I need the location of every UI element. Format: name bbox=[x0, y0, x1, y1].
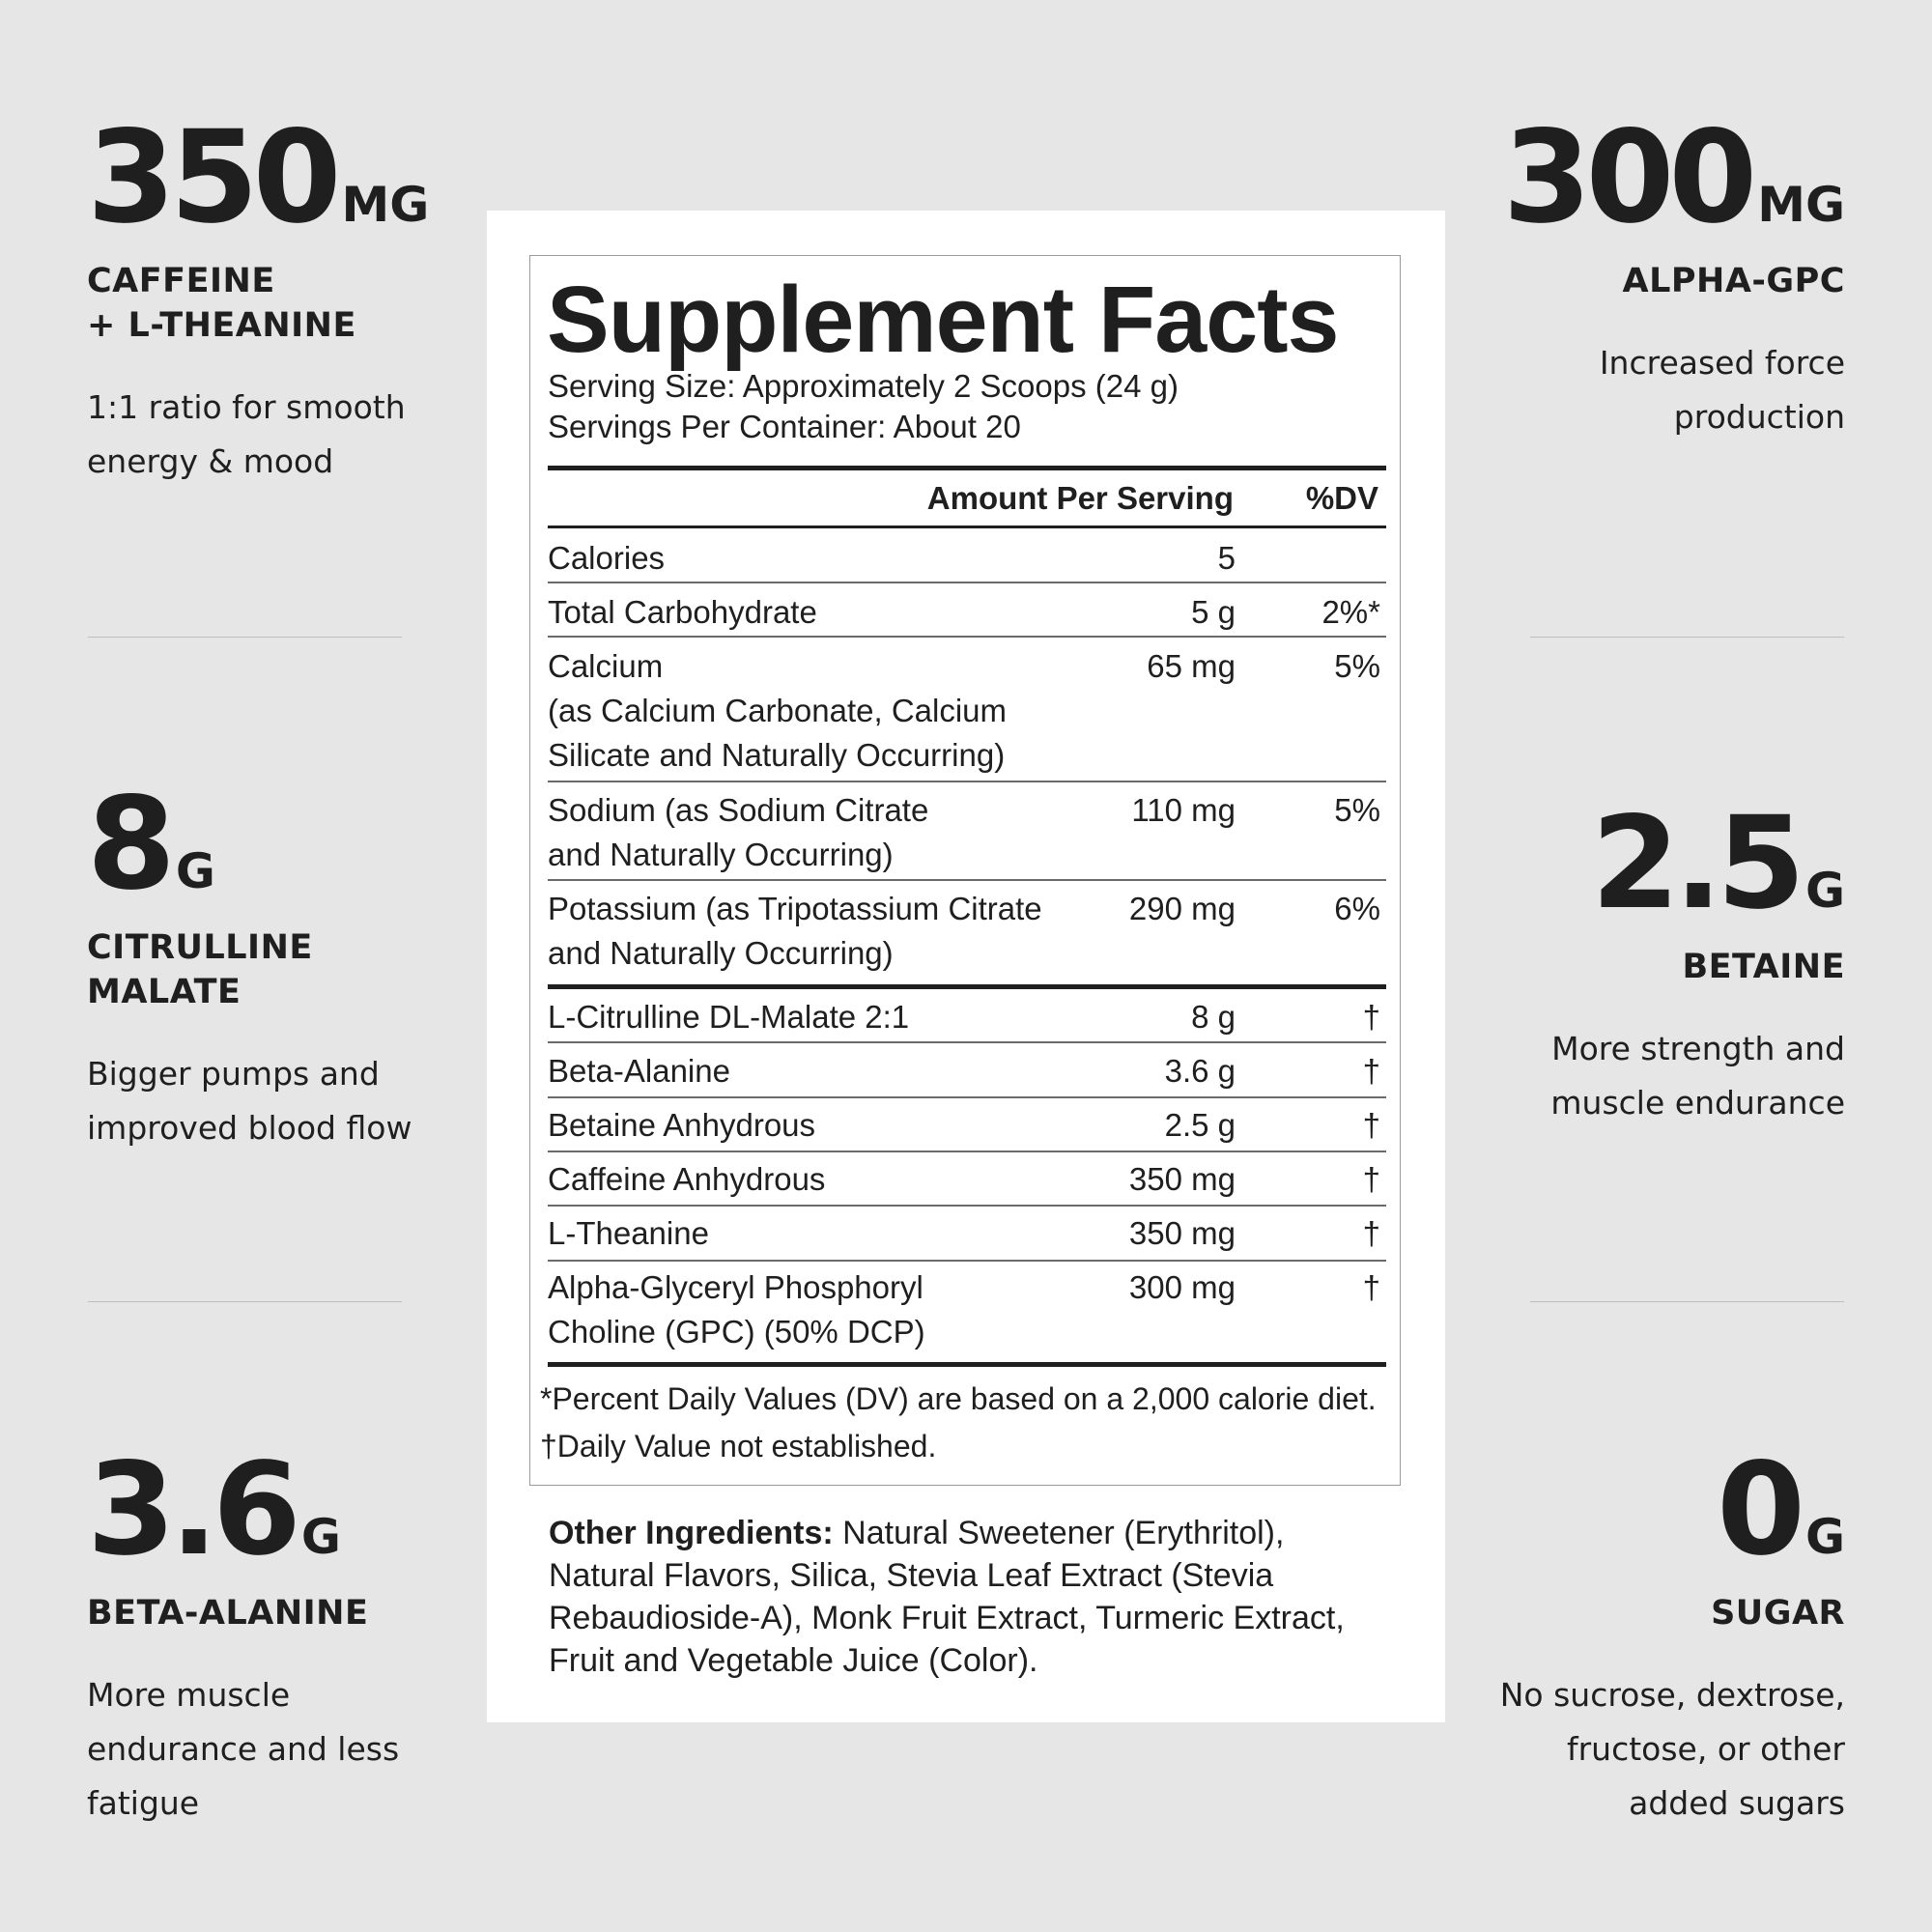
ingredient-name: Caffeine Anhydrous bbox=[548, 1161, 826, 1197]
other-ingredients-text: Natural Sweetener (Erythritol), Natural Flavors, Silica, Stevia Leaf Extract (Stevia Rebaudioside-A), Monk Fruit Extract, Turmeric Extract, Fruit and Vegetable Juice (Color). bbox=[549, 1515, 1345, 1679]
stat-name: BETAINE bbox=[1682, 948, 1845, 986]
header-rule bbox=[548, 526, 1386, 528]
stat-value: 0 G bbox=[1717, 1435, 1845, 1584]
ingredient-name: L-Theanine bbox=[548, 1215, 709, 1251]
stat-value: 350 MG bbox=[87, 103, 430, 252]
nutrient-name: Calcium (as Calcium Carbonate, Calcium Silicate and Naturally Occurring) bbox=[548, 648, 1008, 773]
stat-caffeine bbox=[87, 103, 454, 489]
stat-description: More strength and muscle endurance bbox=[1550, 1030, 1845, 1122]
nutrient-amount: 5 bbox=[1217, 540, 1236, 576]
stat-beta-alanine bbox=[87, 1435, 454, 1831]
row-divider bbox=[548, 1205, 1386, 1207]
thick-rule bbox=[548, 466, 1386, 470]
nutrient-amount: 110 mg bbox=[1131, 792, 1236, 828]
nutrient-name: Sodium (as Sodium Citrate and Naturally Occurring) bbox=[548, 792, 929, 872]
nutrient-amount: 65 mg bbox=[1147, 648, 1236, 684]
divider bbox=[1530, 637, 1844, 638]
row-divider bbox=[548, 1096, 1386, 1098]
stat-name: SUGAR bbox=[1711, 1594, 1845, 1633]
divider bbox=[88, 637, 402, 638]
header-amount: Amount Per Serving bbox=[926, 480, 1234, 516]
stat-citrulline bbox=[87, 770, 454, 1155]
serving-size: Serving Size: Approximately 2 Scoops (24 g) bbox=[548, 368, 1179, 404]
stat-description: Increased force production bbox=[1599, 344, 1845, 436]
supplement-facts-box bbox=[529, 255, 1401, 1486]
facts-title: Supplement Facts bbox=[547, 267, 1339, 372]
header-dv: %DV bbox=[1305, 480, 1378, 516]
row-divider bbox=[548, 636, 1386, 638]
ingredient-name: Betaine Anhydrous bbox=[548, 1107, 816, 1143]
stat-betaine bbox=[1478, 789, 1845, 1130]
ingredient-dv: † bbox=[1362, 1161, 1380, 1197]
other-ingredients bbox=[549, 1512, 1399, 1682]
ingredient-dv: † bbox=[1362, 999, 1380, 1035]
stat-name: BETA-ALANINE bbox=[87, 1594, 369, 1633]
ingredient-dv: † bbox=[1362, 1107, 1380, 1143]
other-ingredients-label: Other Ingredients: bbox=[549, 1515, 834, 1551]
row-divider bbox=[548, 1260, 1386, 1262]
ingredient-name: Beta-Alanine bbox=[548, 1053, 730, 1089]
servings-per-container: Servings Per Container: About 20 bbox=[548, 409, 1021, 444]
ingredient-amount: 2.5 g bbox=[1164, 1107, 1236, 1143]
row-divider bbox=[548, 582, 1386, 583]
ingredient-dv: † bbox=[1362, 1215, 1380, 1251]
stat-name: ALPHA-GPC bbox=[1622, 262, 1845, 300]
ingredient-amount: 350 mg bbox=[1128, 1215, 1236, 1251]
stat-sugar bbox=[1478, 1435, 1845, 1831]
nutrient-dv: 6% bbox=[1334, 891, 1380, 926]
footnote-dv: *Percent Daily Values (DV) are based on a 2,000 calorie diet. bbox=[540, 1381, 1377, 1416]
nutrient-dv: 2%* bbox=[1321, 594, 1380, 630]
ingredient-amount: 3.6 g bbox=[1164, 1053, 1236, 1089]
nutrient-amount: 290 mg bbox=[1128, 891, 1236, 926]
divider bbox=[88, 1301, 402, 1302]
stat-description: More muscle endurance and less fatigue bbox=[87, 1676, 400, 1822]
ingredient-name: Alpha-Glyceryl Phosphoryl Choline (GPC) (50% DCP) bbox=[548, 1269, 925, 1350]
nutrient-name: Total Carbohydrate bbox=[548, 594, 817, 630]
stat-description: 1:1 ratio for smooth energy & mood bbox=[87, 388, 406, 480]
row-divider bbox=[548, 879, 1386, 881]
ingredient-amount: 350 mg bbox=[1128, 1161, 1236, 1197]
stat-name: CAFFEINE + L-THEANINE bbox=[87, 262, 356, 345]
ingredient-amount: 8 g bbox=[1191, 999, 1236, 1035]
nutrient-name: Potassium (as Tripotassium Citrate and Naturally Occurring) bbox=[548, 891, 1042, 971]
ingredient-name: L-Citrulline DL-Malate 2:1 bbox=[548, 999, 910, 1035]
stat-description: No sucrose, dextrose, fructose, or other added sugars bbox=[1499, 1676, 1845, 1822]
thick-rule bbox=[548, 984, 1386, 989]
row-divider bbox=[548, 1041, 1386, 1043]
stat-description: Bigger pumps and improved blood flow bbox=[87, 1055, 412, 1147]
thick-rule bbox=[548, 1362, 1386, 1367]
stat-value: 300 MG bbox=[1502, 103, 1845, 252]
ingredient-dv: † bbox=[1362, 1053, 1380, 1089]
stat-value: 8 G bbox=[87, 770, 215, 919]
nutrient-dv: 5% bbox=[1334, 648, 1380, 684]
footnote-dagger: †Daily Value not established. bbox=[540, 1429, 937, 1463]
row-divider bbox=[548, 1151, 1386, 1152]
stat-name: CITRULLINE MALATE bbox=[87, 928, 313, 1011]
stat-value: 2.5 G bbox=[1591, 789, 1845, 938]
ingredient-dv: † bbox=[1362, 1269, 1380, 1305]
nutrient-dv: 5% bbox=[1334, 792, 1380, 828]
ingredient-amount: 300 mg bbox=[1128, 1269, 1236, 1305]
stat-value: 3.6 G bbox=[87, 1435, 341, 1584]
stat-alpha-gpc bbox=[1478, 103, 1845, 444]
divider bbox=[1530, 1301, 1844, 1302]
row-divider bbox=[548, 781, 1386, 782]
nutrient-amount: 5 g bbox=[1191, 594, 1236, 630]
nutrient-name: Calories bbox=[548, 540, 666, 576]
